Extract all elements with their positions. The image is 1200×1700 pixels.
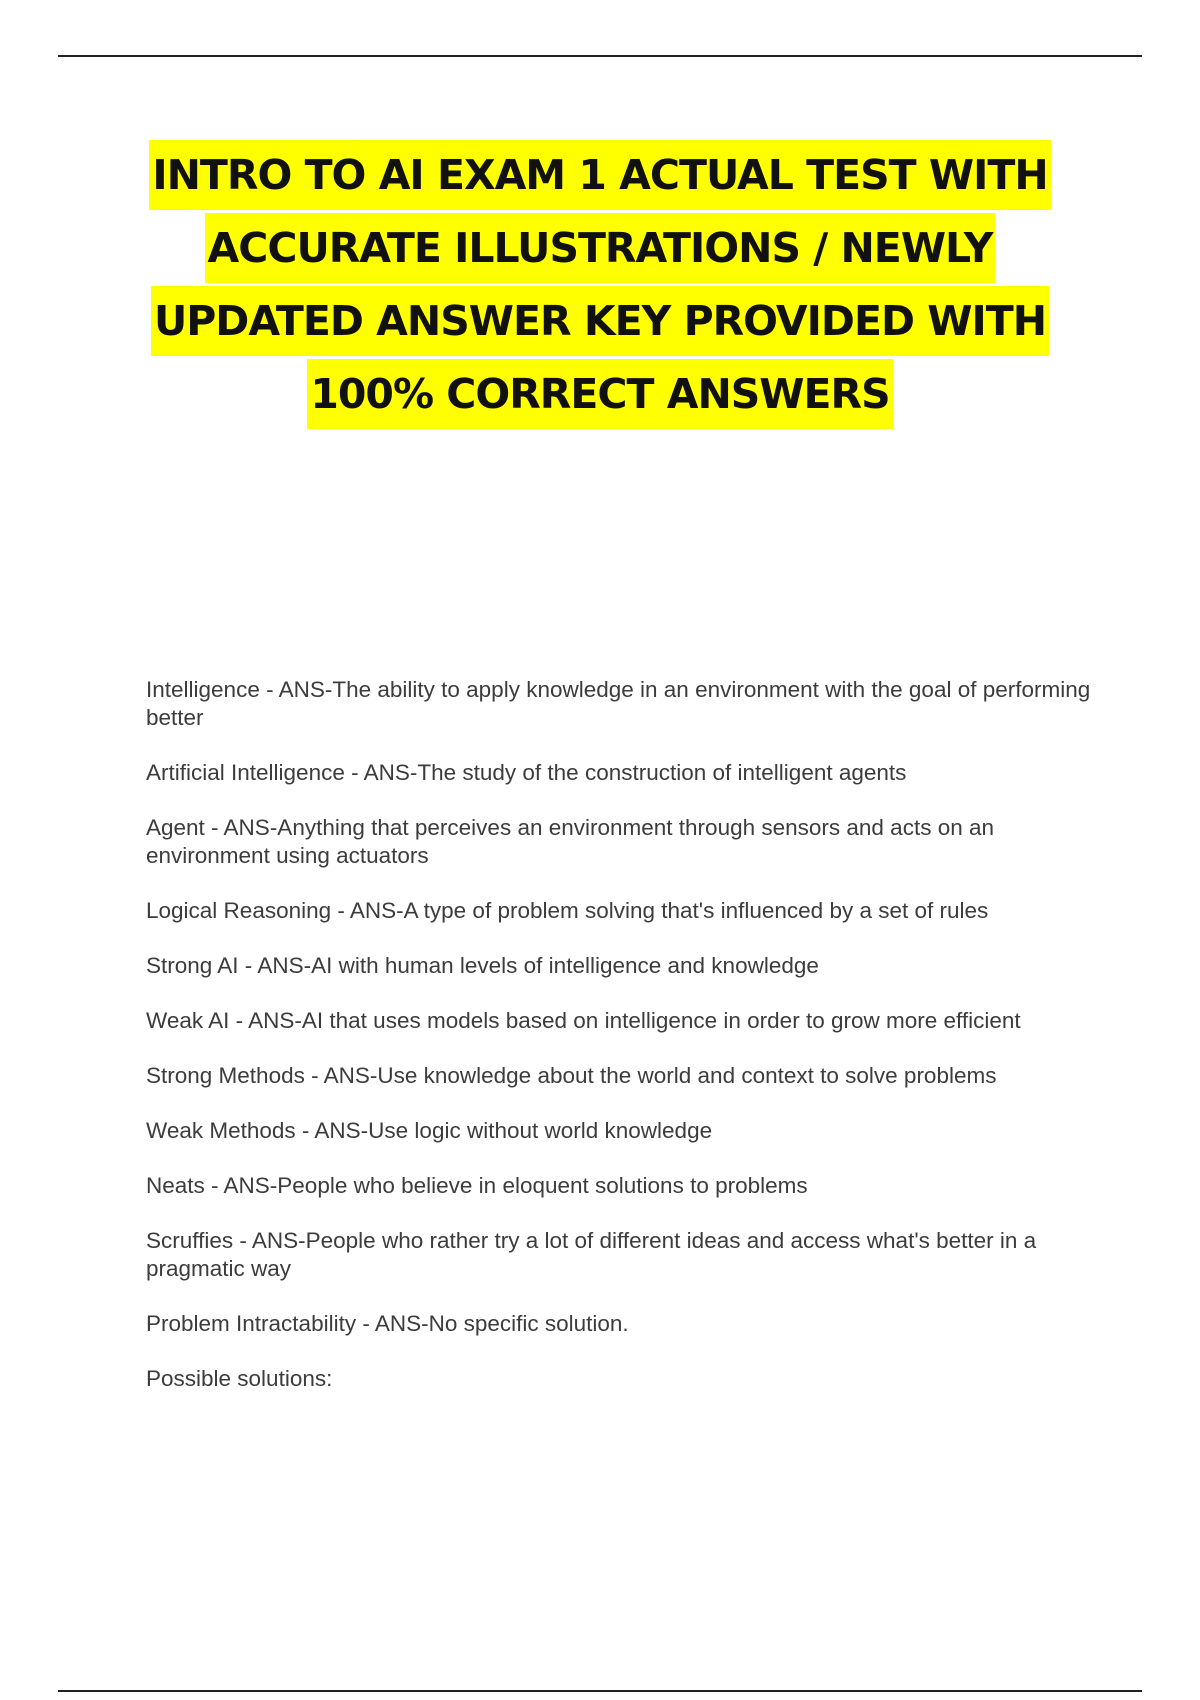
qa-entry-scruffies: Scruffies - ANS-People who rather try a lot of different ideas and access what's better in a pragmatic way [146,1228,1037,1281]
title-line: ACCURATE ILLUSTRATIONS / NEWLY [205,213,996,283]
title-line: UPDATED ANSWER KEY PROVIDED WITH [151,286,1049,356]
title-line: INTRO TO AI EXAM 1 ACTUAL TEST WITH [149,140,1050,210]
qa-entry-logical-reasoning: Logical Reasoning - ANS-A type of problem solving that's influenced by a set of rules [146,898,989,923]
qa-entry-artificial-intelligence: Artificial Intelligence - ANS-The study of the construction of intelligent agents [146,760,907,785]
qa-entry-intelligence: Intelligence - ANS-The ability to apply knowledge in an environment with the goal of performing better [146,677,1091,730]
qa-entry-agent: Agent - ANS-Anything that perceives an environment through sensors and acts on an environment using actuators [146,815,995,868]
qa-entry-strong-ai: Strong AI - ANS-AI with human levels of intelligence and knowledge [146,953,819,978]
qa-list [146,676,1096,1420]
qa-entry-possible-solutions: Possible solutions: [146,1366,333,1391]
qa-entry-weak-methods: Weak Methods - ANS-Use logic without world knowledge [146,1118,713,1143]
qa-entry-neats: Neats - ANS-People who believe in eloquent solutions to problems [146,1173,808,1198]
document-title [100,140,1100,432]
qa-entry-problem-intractability: Problem Intractability - ANS-No specific solution. [146,1311,629,1336]
qa-entry-strong-methods: Strong Methods - ANS-Use knowledge about the world and context to solve problems [146,1063,997,1088]
bottom-rule [58,1690,1142,1692]
top-rule [58,55,1142,57]
title-line: 100% CORRECT ANSWERS [307,359,892,429]
qa-entry-weak-ai: Weak AI - ANS-AI that uses models based on intelligence in order to grow more efficient [146,1008,1021,1033]
